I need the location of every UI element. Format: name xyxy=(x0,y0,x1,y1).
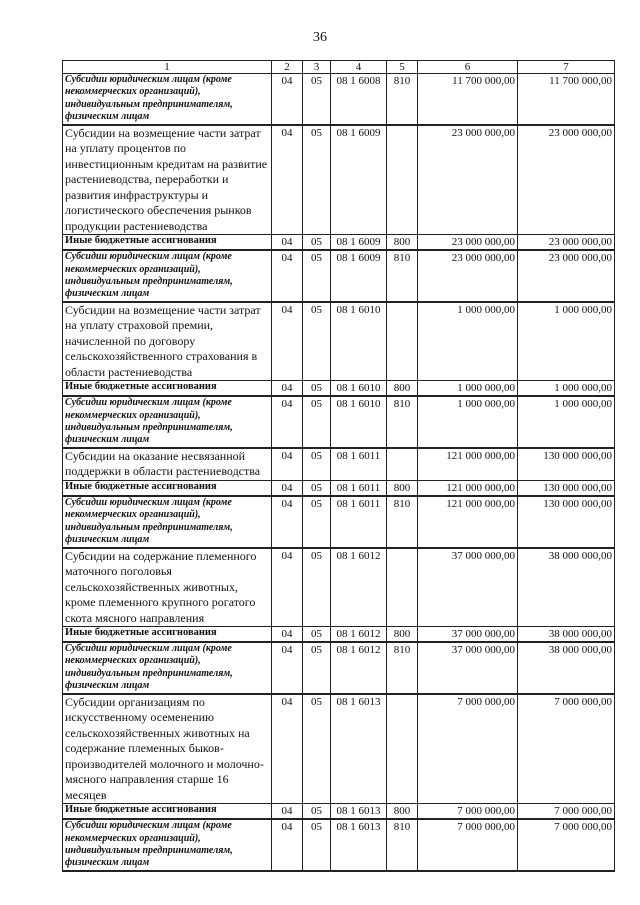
amount-year-2: 23 000 000,00 xyxy=(518,250,615,302)
table-row xyxy=(63,804,615,820)
table-row xyxy=(63,496,615,548)
table-row xyxy=(63,480,615,496)
target-article-code: 08 1 6009 xyxy=(331,125,387,235)
target-article-code: 08 1 6009 xyxy=(331,250,387,302)
target-article-code: 08 1 6010 xyxy=(331,302,387,381)
subsection-code: 05 xyxy=(303,548,331,627)
subsection-code: 05 xyxy=(303,627,331,643)
subsection-code: 05 xyxy=(303,302,331,381)
amount-year-1: 23 000 000,00 xyxy=(418,125,518,235)
table-row xyxy=(63,250,615,302)
amount-year-2: 130 000 000,00 xyxy=(518,448,615,481)
amount-year-2: 1 000 000,00 xyxy=(518,302,615,381)
expense-type-code: 810 xyxy=(387,496,418,548)
row-description: Субсидии юридическим лицам (кроме некоммерческих организаций), индивидуальным предпринимателям, физическим лицам xyxy=(63,819,272,871)
amount-year-1: 121 000 000,00 xyxy=(418,496,518,548)
table-row xyxy=(63,448,615,481)
section-code: 04 xyxy=(272,480,303,496)
expense-type-code: 810 xyxy=(387,819,418,871)
table-row xyxy=(63,381,615,397)
subsection-code: 05 xyxy=(303,381,331,397)
budget-table xyxy=(62,60,615,872)
section-code: 04 xyxy=(272,804,303,820)
row-description: Субсидии юридическим лицам (кроме некоммерческих организаций), индивидуальным предпринимателям, физическим лицам xyxy=(63,74,272,125)
table-row xyxy=(63,642,615,694)
target-article-code: 08 1 6010 xyxy=(331,396,387,448)
amount-year-1: 37 000 000,00 xyxy=(418,642,518,694)
amount-year-2: 1 000 000,00 xyxy=(518,396,615,448)
row-description: Иные бюджетные ассигнования xyxy=(63,381,272,397)
subsection-code: 05 xyxy=(303,125,331,235)
amount-year-1: 37 000 000,00 xyxy=(418,548,518,627)
row-description: Субсидии на возмещение части затрат на уплату процентов по инвестиционным кредитам на развитие растениеводства, переработки и развития инфраструктуры и логистического обеспечения рынков продукции растениеводства xyxy=(63,125,272,235)
amount-year-2: 7 000 000,00 xyxy=(518,804,615,820)
section-code: 04 xyxy=(272,74,303,125)
column-header-6: 6 xyxy=(418,61,518,74)
expense-type-code xyxy=(387,694,418,804)
section-code: 04 xyxy=(272,448,303,481)
column-header-7: 7 xyxy=(518,61,615,74)
target-article-code: 08 1 6008 xyxy=(331,74,387,125)
amount-year-1: 7 000 000,00 xyxy=(418,804,518,820)
amount-year-1: 23 000 000,00 xyxy=(418,235,518,251)
target-article-code: 08 1 6011 xyxy=(331,448,387,481)
target-article-code: 08 1 6011 xyxy=(331,496,387,548)
section-code: 04 xyxy=(272,396,303,448)
row-description: Иные бюджетные ассигнования xyxy=(63,627,272,643)
table-row xyxy=(63,125,615,235)
amount-year-2: 38 000 000,00 xyxy=(518,642,615,694)
amount-year-2: 23 000 000,00 xyxy=(518,125,615,235)
amount-year-1: 1 000 000,00 xyxy=(418,302,518,381)
amount-year-1: 23 000 000,00 xyxy=(418,250,518,302)
subsection-code: 05 xyxy=(303,804,331,820)
expense-type-code: 800 xyxy=(387,627,418,643)
amount-year-1: 121 000 000,00 xyxy=(418,480,518,496)
amount-year-1: 7 000 000,00 xyxy=(418,694,518,804)
subsection-code: 05 xyxy=(303,74,331,125)
target-article-code: 08 1 6009 xyxy=(331,235,387,251)
table-row xyxy=(63,819,615,871)
expense-type-code: 800 xyxy=(387,804,418,820)
subsection-code: 05 xyxy=(303,396,331,448)
amount-year-1: 11 700 000,00 xyxy=(418,74,518,125)
expense-type-code: 810 xyxy=(387,250,418,302)
amount-year-2: 130 000 000,00 xyxy=(518,496,615,548)
amount-year-1: 121 000 000,00 xyxy=(418,448,518,481)
subsection-code: 05 xyxy=(303,235,331,251)
amount-year-2: 38 000 000,00 xyxy=(518,627,615,643)
amount-year-2: 38 000 000,00 xyxy=(518,548,615,627)
section-code: 04 xyxy=(272,125,303,235)
row-description: Субсидии юридическим лицам (кроме некоммерческих организаций), индивидуальным предпринимателям, физическим лицам xyxy=(63,250,272,302)
amount-year-2: 130 000 000,00 xyxy=(518,480,615,496)
table-row xyxy=(63,302,615,381)
row-description: Субсидии юридическим лицам (кроме некоммерческих организаций), индивидуальным предпринимателям, физическим лицам xyxy=(63,642,272,694)
expense-type-code: 800 xyxy=(387,480,418,496)
subsection-code: 05 xyxy=(303,250,331,302)
amount-year-1: 37 000 000,00 xyxy=(418,627,518,643)
expense-type-code: 800 xyxy=(387,381,418,397)
section-code: 04 xyxy=(272,250,303,302)
column-header-5: 5 xyxy=(387,61,418,74)
amount-year-2: 7 000 000,00 xyxy=(518,819,615,871)
amount-year-1: 1 000 000,00 xyxy=(418,396,518,448)
amount-year-1: 7 000 000,00 xyxy=(418,819,518,871)
table-row xyxy=(63,694,615,804)
column-header-1: 1 xyxy=(63,61,272,74)
subsection-code: 05 xyxy=(303,642,331,694)
expense-type-code xyxy=(387,302,418,381)
section-code: 04 xyxy=(272,642,303,694)
target-article-code: 08 1 6013 xyxy=(331,694,387,804)
amount-year-2: 23 000 000,00 xyxy=(518,235,615,251)
section-code: 04 xyxy=(272,819,303,871)
section-code: 04 xyxy=(272,381,303,397)
row-description: Субсидии на возмещение части затрат на уплату страховой премии, начисленной по договору сельскохозяйственного страхования в области растениеводства xyxy=(63,302,272,381)
table-row xyxy=(63,235,615,251)
subsection-code: 05 xyxy=(303,496,331,548)
expense-type-code xyxy=(387,125,418,235)
target-article-code: 08 1 6013 xyxy=(331,819,387,871)
section-code: 04 xyxy=(272,627,303,643)
amount-year-2: 1 000 000,00 xyxy=(518,381,615,397)
amount-year-2: 7 000 000,00 xyxy=(518,694,615,804)
expense-type-code xyxy=(387,448,418,481)
column-header-4: 4 xyxy=(331,61,387,74)
row-description: Иные бюджетные ассигнования xyxy=(63,804,272,820)
row-description: Иные бюджетные ассигнования xyxy=(63,480,272,496)
row-description: Субсидии организациям по искусственному осеменению сельскохозяйственных животных на содержание племенных быков-производителей молочного и молочно-мясного направления старше 16 месяцев xyxy=(63,694,272,804)
row-description: Субсидии юридическим лицам (кроме некоммерческих организаций), индивидуальным предпринимателям, физическим лицам xyxy=(63,396,272,448)
expense-type-code: 810 xyxy=(387,396,418,448)
expense-type-code: 810 xyxy=(387,642,418,694)
table-row xyxy=(63,627,615,643)
table-header-row xyxy=(63,61,615,74)
target-article-code: 08 1 6010 xyxy=(331,381,387,397)
amount-year-1: 1 000 000,00 xyxy=(418,381,518,397)
target-article-code: 08 1 6013 xyxy=(331,804,387,820)
row-description: Субсидии на содержание племенного маточного поголовья сельскохозяйственных животных, кроме племенного крупного рогатого скота мясного направления xyxy=(63,548,272,627)
subsection-code: 05 xyxy=(303,819,331,871)
subsection-code: 05 xyxy=(303,694,331,804)
table-row xyxy=(63,548,615,627)
expense-type-code: 800 xyxy=(387,235,418,251)
section-code: 04 xyxy=(272,548,303,627)
target-article-code: 08 1 6012 xyxy=(331,627,387,643)
page-number: 36 xyxy=(313,30,327,45)
section-code: 04 xyxy=(272,302,303,381)
row-description: Субсидии юридическим лицам (кроме некоммерческих организаций), индивидуальным предпринимателям, физическим лицам xyxy=(63,496,272,548)
subsection-code: 05 xyxy=(303,448,331,481)
expense-type-code: 810 xyxy=(387,74,418,125)
subsection-code: 05 xyxy=(303,480,331,496)
expense-type-code xyxy=(387,548,418,627)
target-article-code: 08 1 6012 xyxy=(331,548,387,627)
table-row xyxy=(63,74,615,125)
section-code: 04 xyxy=(272,235,303,251)
section-code: 04 xyxy=(272,694,303,804)
column-header-2: 2 xyxy=(272,61,303,74)
table-row xyxy=(63,396,615,448)
target-article-code: 08 1 6012 xyxy=(331,642,387,694)
amount-year-2: 11 700 000,00 xyxy=(518,74,615,125)
row-description: Иные бюджетные ассигнования xyxy=(63,235,272,251)
column-header-3: 3 xyxy=(303,61,331,74)
row-description: Субсидии на оказание несвязанной поддержки в области растениеводства xyxy=(63,448,272,481)
target-article-code: 08 1 6011 xyxy=(331,480,387,496)
section-code: 04 xyxy=(272,496,303,548)
